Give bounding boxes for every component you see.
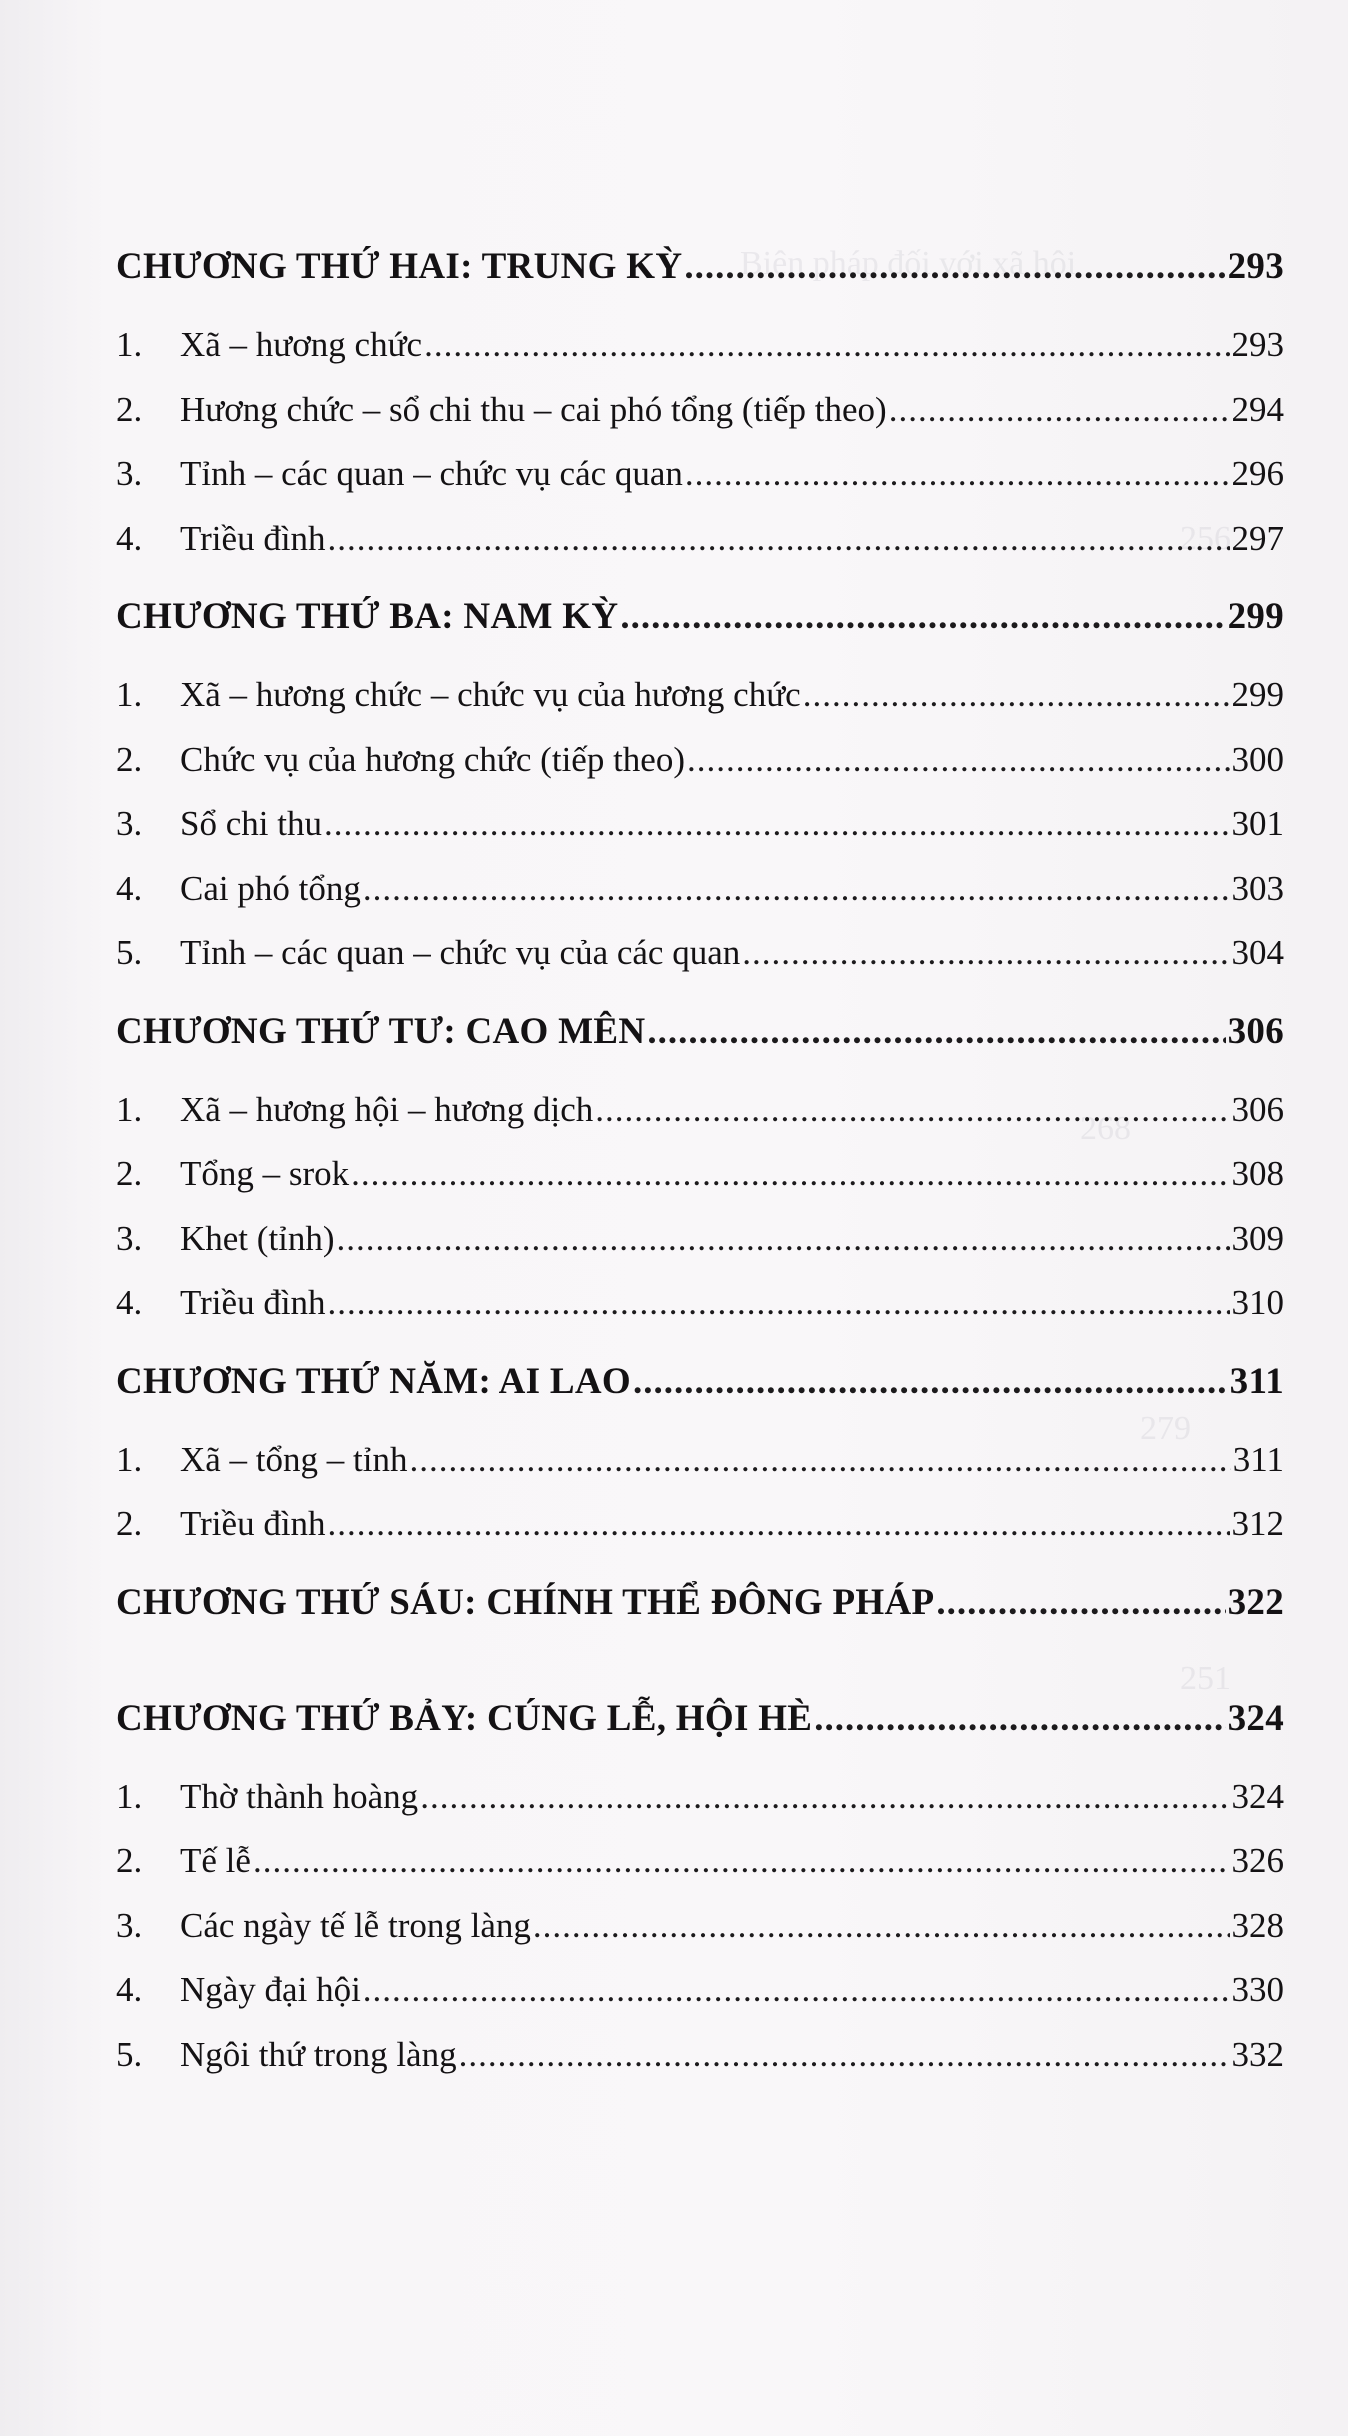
dot-leader: [533, 1894, 1230, 1959]
toc-entry-number: 3.: [116, 804, 143, 843]
dot-leader: [936, 1571, 1225, 1635]
toc-entry-row: [116, 1142, 1284, 1207]
toc-chapter-title: CHƯƠNG THỨ NĂM: AI LAO: [116, 1360, 632, 1402]
dot-leader: [363, 1958, 1230, 2023]
toc-entry-row: [116, 2023, 1284, 2088]
toc-chapter-row: [116, 585, 1284, 649]
toc-entry-row: [116, 313, 1284, 378]
toc-page-number: 322: [1227, 1581, 1284, 1623]
toc-chapter-title: CHƯƠNG THỨ BA: NAM KỲ: [116, 596, 619, 637]
dot-leader: [684, 235, 1225, 299]
toc-entry-title: Chức vụ của hương chức (tiếp theo): [180, 739, 685, 779]
toc-entry-number: 2.: [116, 739, 143, 779]
toc-page-number: 293: [1231, 325, 1284, 364]
dot-leader: [685, 442, 1230, 507]
dot-leader: [328, 507, 1230, 572]
toc-page-number: 306: [1227, 1010, 1284, 1052]
toc-page-number: 296: [1231, 454, 1284, 493]
toc-entry-title: Sổ chi thu: [180, 804, 322, 843]
toc-page-number: 326: [1231, 1841, 1284, 1880]
toc-page-number: 293: [1227, 246, 1284, 287]
toc-chapter-row: [116, 1350, 1284, 1414]
toc-entry-title: Hương chức – sổ chi thu – cai phó tổng (tiếp theo): [180, 389, 887, 429]
dot-leader: [742, 921, 1229, 986]
toc-entry-title: Tỉnh – các quan – chức vụ của các quan: [180, 933, 741, 972]
toc-entry-title: Xã – hương chức: [180, 325, 423, 364]
toc-entry-title: Triều đình: [180, 1504, 326, 1543]
toc-entry-number: 3.: [116, 1905, 143, 1945]
toc-chapter-row: [116, 1687, 1284, 1751]
toc-chapter-row: [116, 1000, 1284, 1064]
toc-page-number: 299: [1231, 675, 1284, 714]
toc-entry-row: [116, 921, 1284, 986]
toc-entry-number: 2.: [116, 389, 143, 429]
toc-entry-title: Thờ thành hoàng: [180, 1776, 419, 1816]
toc-entry-row: [116, 1894, 1284, 1959]
toc-page-number: 306: [1231, 1089, 1284, 1129]
toc-entry-row: [116, 1829, 1284, 1894]
dot-leader: [647, 1000, 1225, 1064]
dot-leader: [889, 378, 1230, 443]
toc-entry-row: [116, 1428, 1284, 1493]
toc-entry-title: Khet (tỉnh): [180, 1218, 335, 1258]
toc-entry-title: Tổng – srok: [180, 1154, 350, 1193]
toc-entry-number: 4.: [116, 1970, 143, 2009]
toc-entry-row: [116, 1207, 1284, 1272]
toc-page-number: 310: [1231, 1283, 1284, 1322]
toc-page-number: 324: [1231, 1776, 1284, 1816]
dot-leader: [420, 1765, 1229, 1830]
dot-leader: [459, 2023, 1230, 2088]
toc-entry-title: Ngày đại hội: [180, 1970, 361, 2009]
toc-entry-title: Xã – tổng – tỉnh: [180, 1439, 408, 1479]
toc-entry-number: 3.: [116, 454, 143, 493]
dot-leader: [424, 313, 1229, 378]
toc-page-number: 332: [1231, 2034, 1284, 2074]
toc-page-number: 304: [1231, 933, 1284, 972]
toc-entry-row: [116, 1765, 1284, 1830]
toc-entry-number: 4.: [116, 868, 143, 908]
toc-entry-number: 2.: [116, 1841, 143, 1880]
toc-entry-row: [116, 1958, 1284, 2023]
toc-entry-row: [116, 857, 1284, 922]
toc-chapter-title: CHƯƠNG THỨ HAI: TRUNG KỲ: [116, 246, 683, 287]
dot-leader: [409, 1428, 1230, 1493]
toc-page-number: 294: [1231, 389, 1284, 429]
toc-chapter-row: [116, 1571, 1284, 1635]
toc-entry-row: [116, 1271, 1284, 1336]
toc-page-number: 303: [1231, 868, 1284, 908]
toc-entry-number: 3.: [116, 1218, 143, 1258]
toc-entry-title: Ngôi thứ trong làng: [180, 2034, 457, 2074]
toc-page-number: 330: [1231, 1970, 1284, 2009]
toc-entry-title: Tỉnh – các quan – chức vụ các quan: [180, 454, 683, 493]
toc-entry-row: [116, 663, 1284, 728]
toc-entry-title: Xã – hương chức – chức vụ của hương chức: [180, 675, 801, 714]
toc-page-number: 301: [1231, 804, 1284, 843]
toc-entry-number: 5.: [116, 933, 143, 972]
dot-leader: [620, 585, 1225, 649]
toc-entry-row: [116, 1078, 1284, 1143]
dot-leader: [633, 1350, 1228, 1414]
toc-page-number: 308: [1231, 1154, 1284, 1193]
toc-chapter-title: CHƯƠNG THỨ TƯ: CAO MÊN: [116, 1010, 646, 1052]
dot-leader: [328, 1271, 1230, 1336]
toc-entry-number: 2.: [116, 1154, 143, 1193]
toc-entry-title: Triều đình: [180, 518, 326, 558]
toc-page-number: 300: [1231, 739, 1284, 779]
toc-entry-title: Tế lễ: [180, 1841, 251, 1880]
toc-entry-number: 5.: [116, 2034, 143, 2074]
dot-leader: [363, 857, 1230, 922]
toc-page-number: 312: [1231, 1504, 1284, 1543]
toc-page-number: 309: [1231, 1218, 1284, 1258]
toc-entry-number: 4.: [116, 518, 143, 558]
dot-leader: [324, 792, 1230, 857]
toc-entry-row: [116, 728, 1284, 793]
toc-page-number: 328: [1231, 1905, 1284, 1945]
table-of-contents: [116, 235, 1284, 2087]
toc-entry-row: [116, 442, 1284, 507]
dot-leader: [687, 728, 1230, 793]
toc-entry-title: Xã – hương hội – hương dịch: [180, 1089, 594, 1129]
toc-entry-number: 1.: [116, 1439, 143, 1479]
toc-chapter-title: CHƯƠNG THỨ SÁU: CHÍNH THỂ ĐÔNG PHÁP: [116, 1581, 935, 1623]
toc-entry-number: 1.: [116, 1776, 143, 1816]
toc-page-number: 311: [1229, 1360, 1284, 1402]
toc-page-number: 324: [1227, 1697, 1284, 1739]
toc-entry-title: Cai phó tổng: [180, 868, 361, 908]
toc-entry-number: 1.: [116, 675, 143, 714]
toc-entry-title: Các ngày tế lễ trong làng: [180, 1905, 531, 1945]
toc-chapter-row: [116, 235, 1284, 299]
dot-leader: [328, 1492, 1230, 1557]
toc-entry-number: 2.: [116, 1504, 143, 1543]
toc-entry-number: 1.: [116, 325, 143, 364]
dot-leader: [253, 1829, 1230, 1894]
dot-leader: [337, 1207, 1230, 1272]
toc-entry-row: [116, 507, 1284, 572]
toc-entry-title: Triều đình: [180, 1283, 326, 1322]
toc-page-number: 299: [1227, 596, 1284, 637]
dot-leader: [814, 1687, 1225, 1751]
dot-leader: [351, 1142, 1229, 1207]
toc-chapter-title: CHƯƠNG THỨ BẢY: CÚNG LỄ, HỘI HÈ: [116, 1697, 813, 1739]
dot-leader: [803, 663, 1230, 728]
dot-leader: [595, 1078, 1229, 1143]
toc-entry-row: [116, 792, 1284, 857]
toc-page-number: 297: [1231, 518, 1284, 558]
show-through-text: Biện pháp đối với xã hội 256 268 279 251: [740, 245, 1231, 1697]
toc-entry-number: 4.: [116, 1283, 143, 1322]
toc-entry-row: [116, 378, 1284, 443]
toc-entry-row: [116, 1492, 1284, 1557]
toc-entry-number: 1.: [116, 1089, 143, 1129]
toc-page-number: 311: [1232, 1439, 1284, 1479]
